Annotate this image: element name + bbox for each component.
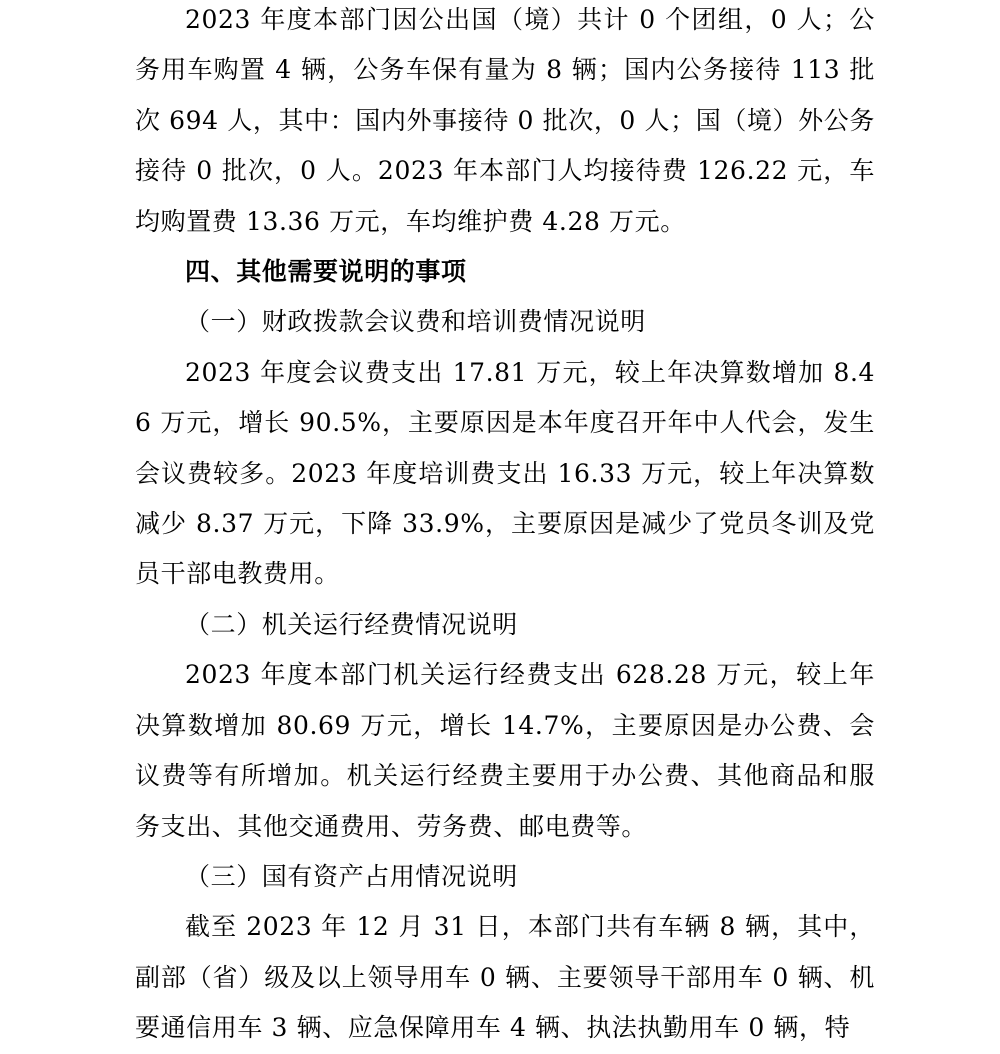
subsection-1-body: 2023 年度会议费支出 17.81 万元，较上年决算数增加 8.46 万元，增长 90.5%，主要原因是本年度召开年中人代会，发生会议费较多。2023 年度培训费支出 16.33 万元，较上年决算数减少 8.37 万元，下降 33.9%，主要原因是减少了党员冬训及党员干部电教费用。 (135, 357, 875, 589)
subsection-3-body: 截至 2023 年 12 月 31 日，本部门共有车辆 8 辆，其中，副部（省）级及以上领导用车 0 辆、主要领导干部用车 0 辆、机要通信用车 3 辆、应急保障用车 4 辆、执法执勤用车 0 辆，特 (135, 912, 875, 1043)
subsection-3-title: （三）国有资产占用情况说明 (185, 861, 518, 891)
section-4-title: 四、其他需要说明的事项 (185, 257, 467, 287)
subsection-1-title: （一）财政拨款会议费和培训费情况说明 (185, 307, 646, 337)
subsection-2-title: （二）机关运行经费情况说明 (185, 609, 518, 639)
intro-paragraph: 2023 年度本部门因公出国（境）共计 0 个团组，0 人；公务用车购置 4 辆，公务车保有量为 8 辆；国内公务接待 113 批次 694 人，其中：国内外事接待 0 批次，0 人；国（境）外公务接待 0 批次，0 人。2023 年本部门人均接待费 126.22 元，车均购置费 13.36 万元，车均维护费 4.28 万元。 (135, 5, 875, 236)
subsection-2-body: 2023 年度本部门机关运行经费支出 628.28 万元，较上年决算数增加 80.69 万元，增长 14.7%，主要原因是办公费、会议费等有所增加。机关运行经费主要用于办公费、其他商品和服务支出、其他交通费用、劳务费、邮电费等。 (135, 660, 875, 841)
document-page (135, 0, 875, 1054)
